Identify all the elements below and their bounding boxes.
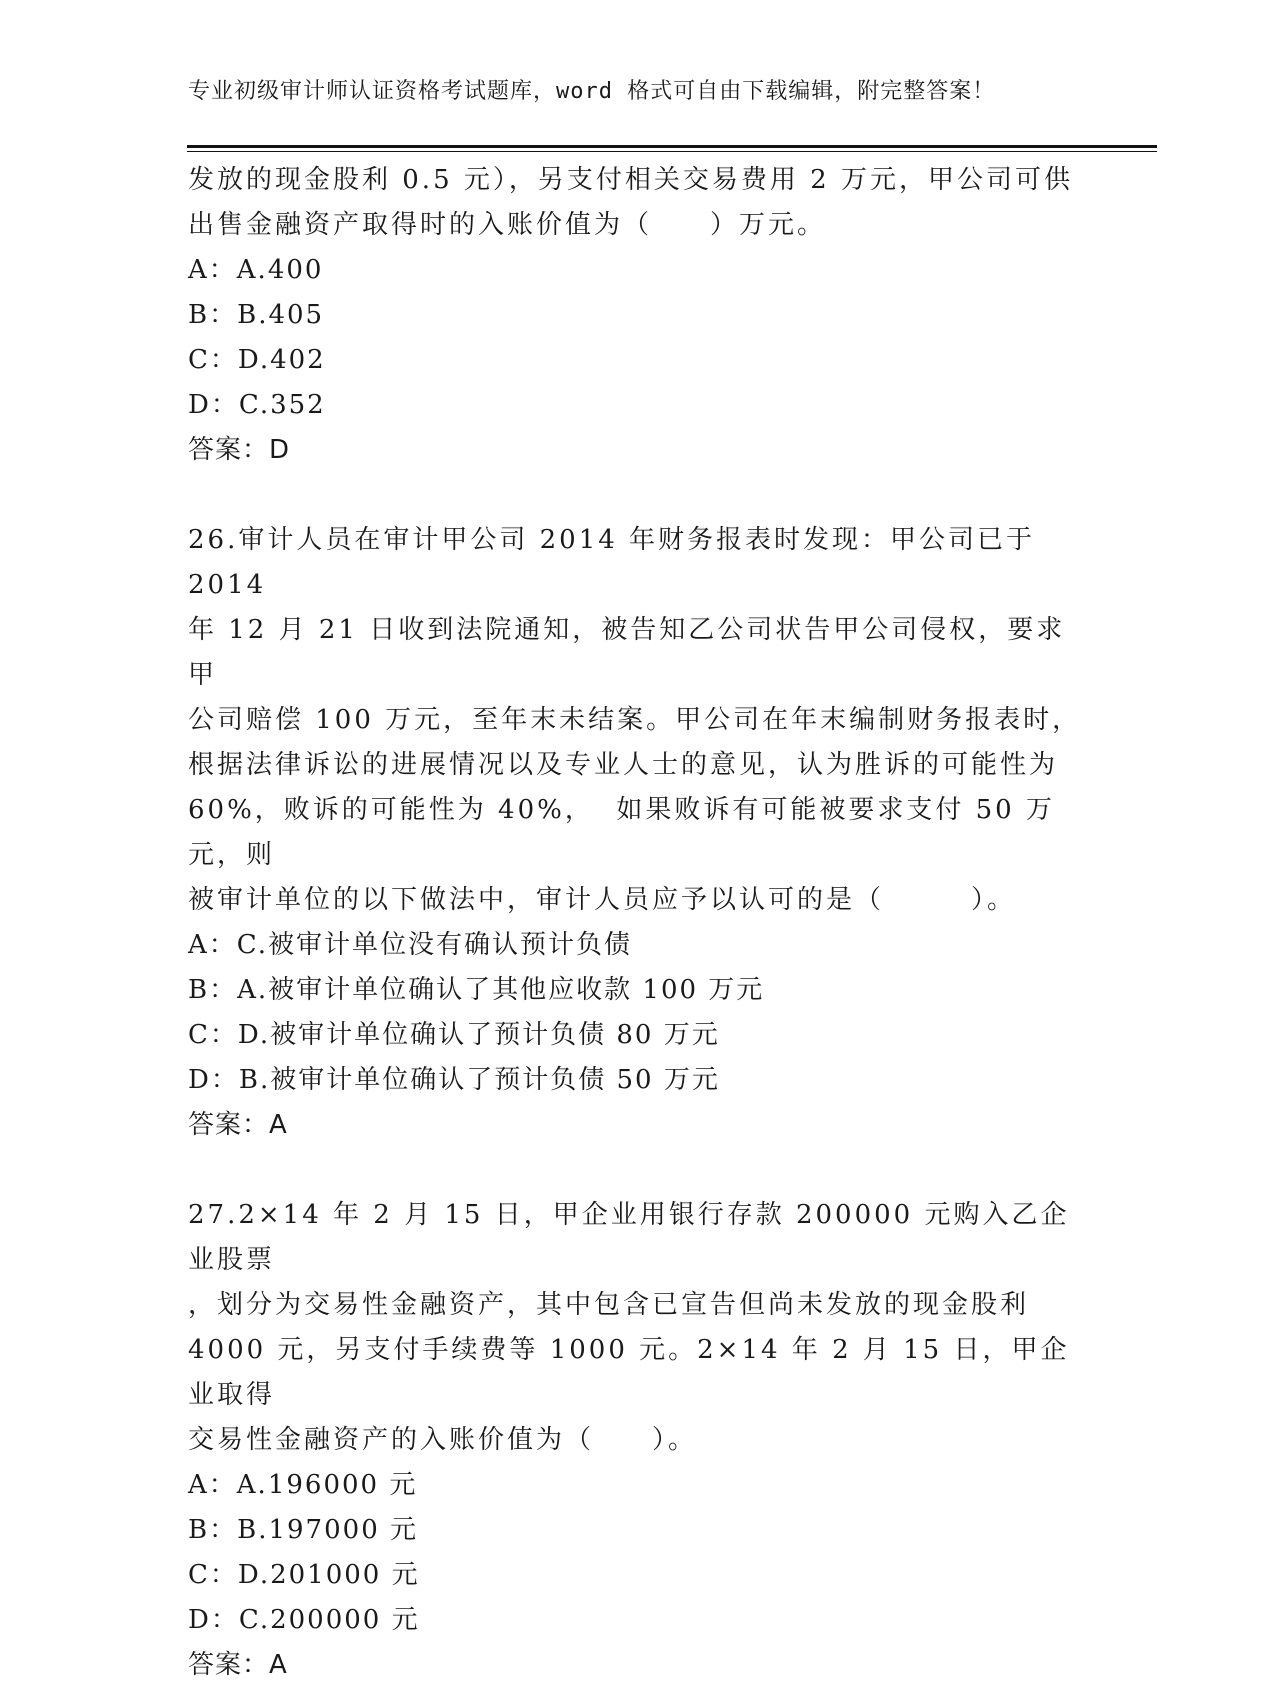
option-b: B：A.被审计单位确认了其他应收款 100 万元 [188, 975, 765, 1005]
answer: 答案：A [188, 1650, 288, 1680]
option-c: C：D.被审计单位确认了预计负债 80 万元 [188, 1020, 720, 1050]
option-d: D：B.被审计单位确认了预计负债 50 万元 [188, 1065, 720, 1095]
spacer [188, 473, 1088, 518]
question-stem-line: 60%，败诉的可能性为 40%， 如果败诉有可能被要求支付 50 万元，则 [188, 795, 1055, 870]
option-b: B：B.197000 元 [188, 1515, 418, 1545]
question-list [188, 158, 1088, 1688]
option-a: A：A.196000 元 [188, 1470, 418, 1500]
spacer [188, 1148, 1088, 1193]
answer: 答案：A [188, 1110, 288, 1140]
question-stem-line: 年 12 月 21 日收到法院通知，被告知乙公司状告甲公司侵权，要求甲 [188, 615, 1066, 690]
question-stem-line: 根据法律诉讼的进展情况以及专业人士的意见，认为胜诉的可能性为 [188, 750, 1059, 780]
option-d: D：C.200000 元 [188, 1605, 420, 1635]
question-stem-line: 26.审计人员在审计甲公司 2014 年财务报表时发现：甲公司已于 2014 [188, 525, 1047, 600]
option-c: C：D.201000 元 [188, 1560, 420, 1590]
option-c: C：D.402 [188, 345, 326, 375]
option-a: A：A.400 [188, 255, 324, 285]
answer: 答案：D [188, 435, 291, 465]
question-stem-line: 公司赔偿 100 万元，至年末未结案。甲公司在年末编制财务报表时， [188, 705, 1082, 735]
question-stem-line: 4000 元，另支付手续费等 1000 元。2×14 年 2 月 15 日，甲企业取得 [188, 1335, 1070, 1410]
option-b: B：B.405 [188, 300, 325, 330]
question-26 [188, 518, 1088, 1148]
question-stem-line: 发放的现金股利 0.5 元），另支付相关交易费用 2 万元，甲公司可供 [188, 165, 1073, 195]
header-rule-thick [187, 145, 1157, 148]
question-25-continued [188, 158, 1088, 473]
header-rule-thin [187, 151, 1157, 152]
page-header: 专业初级审计师认证资格考试题库，word 格式可自由下载编辑，附完整答案！ [188, 79, 996, 104]
option-d: D：C.352 [188, 390, 326, 420]
question-stem-line: 出售金融资产取得时的入账价值为（ ）万元。 [188, 210, 827, 240]
question-stem-line: 27.2×14 年 2 月 15 日，甲企业用银行存款 200000 元购入乙企业股票 [188, 1200, 1070, 1275]
question-stem-line: 交易性金融资产的入账价值为（ ）。 [188, 1425, 698, 1455]
option-a: A：C.被审计单位没有确认预计负债 [188, 930, 633, 960]
question-stem-line: 被审计单位的以下做法中，审计人员应予以认可的是（ ）。 [188, 885, 1017, 915]
question-27 [188, 1193, 1088, 1688]
question-stem-line: ，划分为交易性金融资产，其中包含已宣告但尚未发放的现金股利 [188, 1290, 1030, 1320]
